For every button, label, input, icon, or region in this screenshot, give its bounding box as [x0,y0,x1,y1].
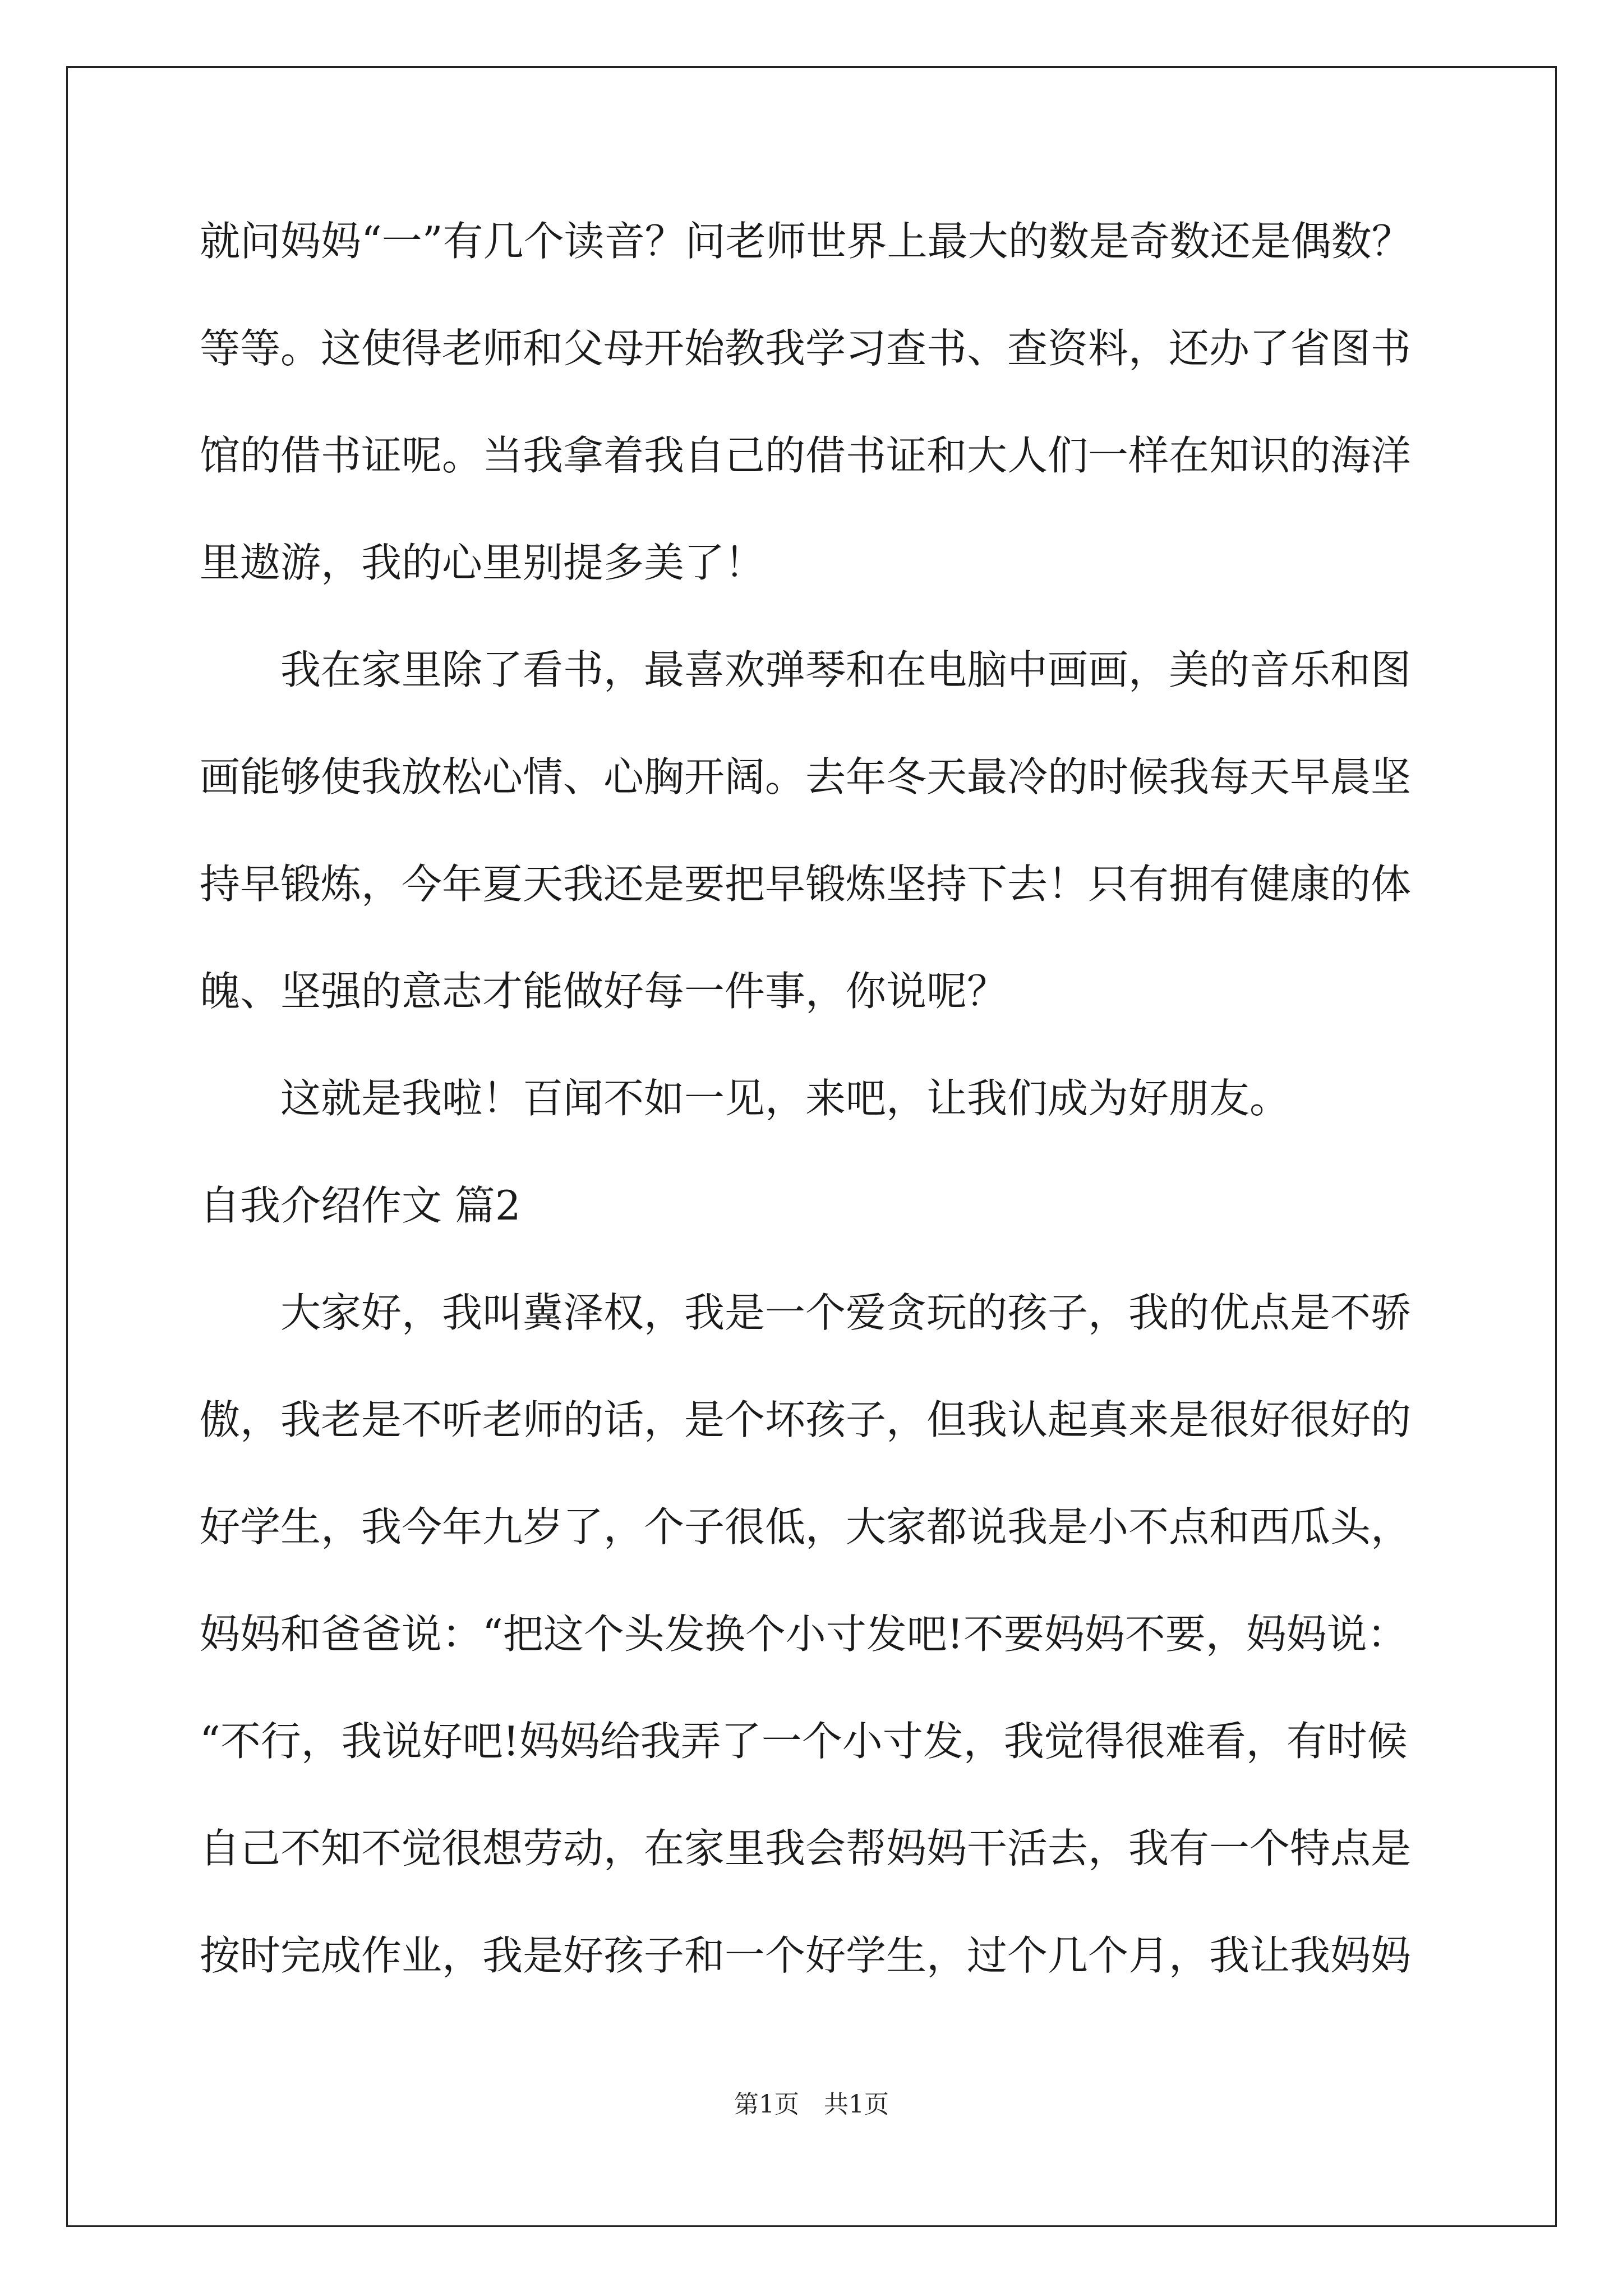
page-border [66,66,1557,2227]
section-heading: 自我介绍作文 篇2 [200,1182,521,1229]
paragraph-line: 画能够使我放松心情、心胸开阔。去年冬天最冷的时候我每天早晨坚 [200,753,1412,800]
paragraph-line: 里遨游，我的心里别提多美了！ [200,539,766,586]
paragraph-line: 傲，我老是不听老师的话，是个坏孩子，但我认起真来是很好很好的 [200,1396,1412,1443]
paragraph-line: 就问妈妈“一”有几个读音？问老师世界上最大的数是奇数还是偶数？ [200,218,1412,265]
paragraph-line: 等等。这使得老师和父母开始教我学习查书、查资料，还办了省图书 [200,325,1412,372]
paragraph-line: 大家好，我叫冀泽权，我是一个爱贪玩的孩子，我的优点是不骄 [280,1289,1412,1336]
paragraph-line: “不行，我说好吧!妈妈给我弄了一个小寸发，我觉得很难看，有时候 [200,1718,1408,1765]
paragraph-line: 这就是我啦！百闻不如一见，来吧，让我们成为好朋友。 [280,1075,1290,1122]
paragraph-line: 魄、坚强的意志才能做好每一件事，你说呢？ [200,968,1008,1015]
paragraph-line: 妈妈和爸爸说：“把这个头发换个小寸发吧!不要妈妈不要，妈妈说： [200,1611,1408,1658]
paragraph-line: 馆的借书证呢。当我拿着我自己的借书证和大人们一样在知识的海洋 [200,432,1412,479]
paragraph-line: 持早锻炼，今年夏天我还是要把早锻炼坚持下去！只有拥有健康的体 [200,861,1412,908]
paragraph-line: 自己不知不觉很想劳动，在家里我会帮妈妈干活去，我有一个特点是 [200,1825,1412,1872]
page-footer: 第1页 共1页 [734,2090,889,2119]
paragraph-line: 好学生，我今年九岁了，个子很低，大家都说我是小不点和西瓜头， [200,1503,1412,1550]
paragraph-line: 按时完成作业，我是好孩子和一个好学生，过个几个月，我让我妈妈 [200,1932,1412,1979]
paragraph-line: 我在家里除了看书，最喜欢弹琴和在电脑中画画，美的音乐和图 [280,646,1412,693]
